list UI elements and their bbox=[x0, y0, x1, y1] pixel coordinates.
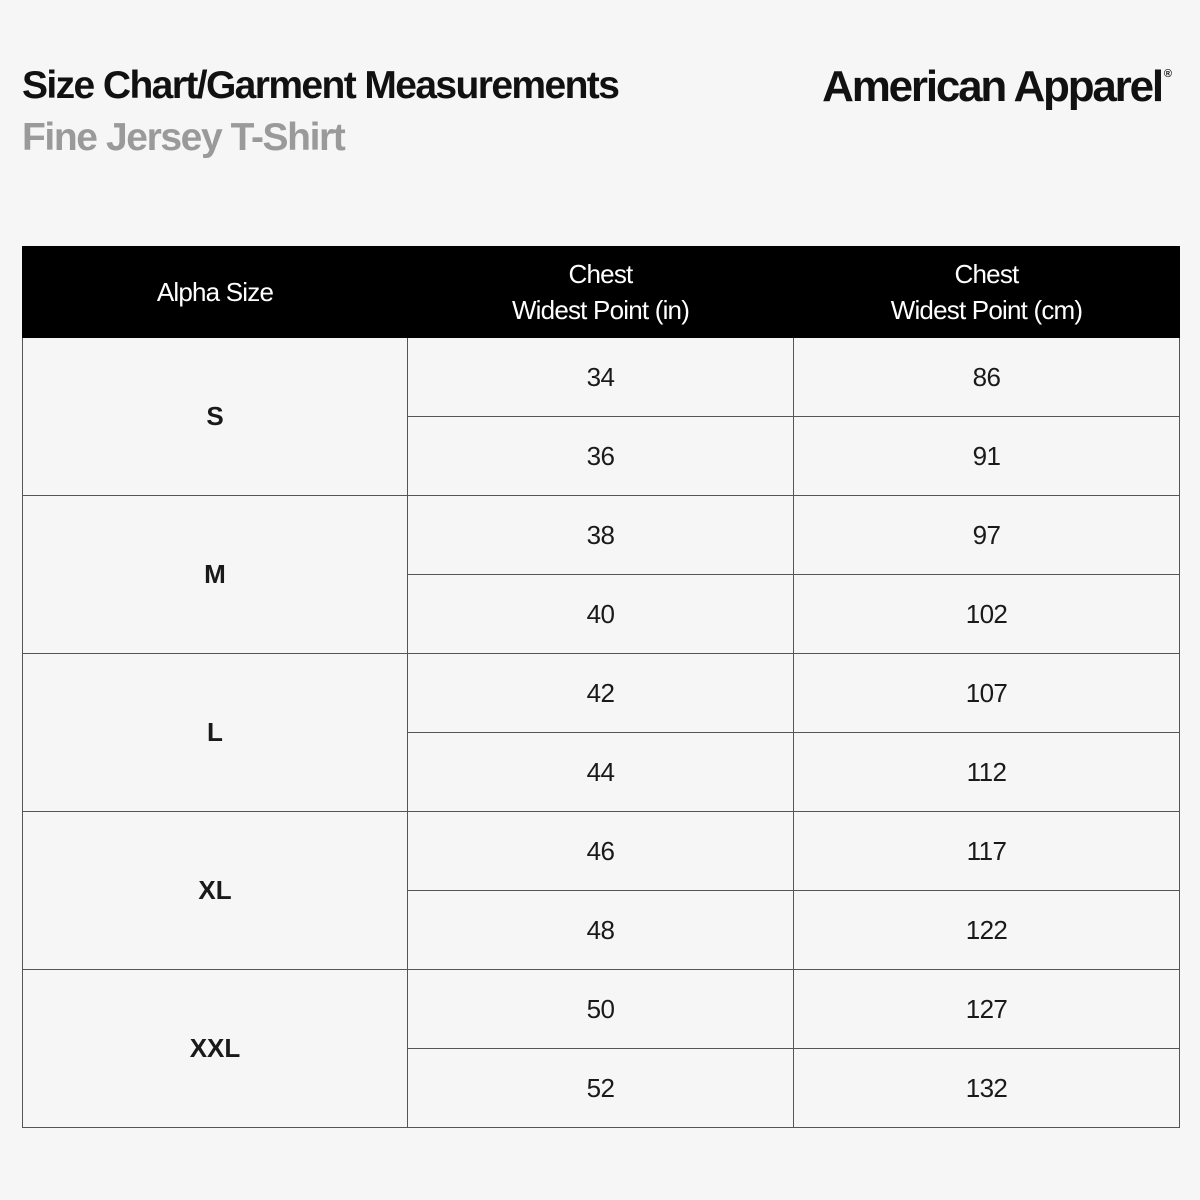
chest-in-cell: 38 bbox=[408, 496, 794, 575]
size-chart-table bbox=[22, 246, 1180, 1128]
page-title: Size Chart/Garment Measurements bbox=[22, 64, 619, 107]
brand-name: American Apparel bbox=[822, 62, 1162, 111]
chest-in-cell: 48 bbox=[408, 891, 794, 970]
chest-cm-cell: 117 bbox=[794, 812, 1180, 891]
chest-in-cell: 50 bbox=[408, 970, 794, 1049]
header-alpha-size bbox=[23, 247, 408, 338]
chest-cm-cell: 132 bbox=[794, 1049, 1180, 1128]
table-row bbox=[23, 812, 1180, 891]
product-subtitle: Fine Jersey T-Shirt bbox=[22, 116, 345, 159]
registered-mark: ® bbox=[1163, 68, 1172, 80]
chest-in-cell: 40 bbox=[408, 575, 794, 654]
chest-in-cell: 44 bbox=[408, 733, 794, 812]
table-row bbox=[23, 654, 1180, 733]
header-chest-in-line1: Chest bbox=[568, 259, 633, 289]
chest-cm-cell: 97 bbox=[794, 496, 1180, 575]
header-chest-cm bbox=[794, 247, 1180, 338]
header-alpha-size-label: Alpha Size bbox=[156, 277, 274, 307]
chest-cm-cell: 107 bbox=[794, 654, 1180, 733]
size-cell: M bbox=[23, 496, 408, 654]
chest-cm-cell: 112 bbox=[794, 733, 1180, 812]
size-cell: S bbox=[23, 338, 408, 496]
chest-cm-cell: 122 bbox=[794, 891, 1180, 970]
chest-cm-cell: 102 bbox=[794, 575, 1180, 654]
chest-in-cell: 36 bbox=[408, 417, 794, 496]
size-cell: XL bbox=[23, 812, 408, 970]
chest-in-cell: 42 bbox=[408, 654, 794, 733]
size-cell: XXL bbox=[23, 970, 408, 1128]
table-header-row bbox=[23, 247, 1180, 338]
size-cell: L bbox=[23, 654, 408, 812]
table-row bbox=[23, 970, 1180, 1049]
chest-cm-cell: 86 bbox=[794, 338, 1180, 417]
brand-logo bbox=[822, 62, 1170, 112]
table-row bbox=[23, 338, 1180, 417]
chest-cm-cell: 127 bbox=[794, 970, 1180, 1049]
chest-in-cell: 34 bbox=[408, 338, 794, 417]
chest-cm-cell: 91 bbox=[794, 417, 1180, 496]
chest-in-cell: 46 bbox=[408, 812, 794, 891]
header-chest-in bbox=[408, 247, 794, 338]
chest-in-cell: 52 bbox=[408, 1049, 794, 1128]
header-chest-in-line2: Widest Point (in) bbox=[511, 295, 690, 325]
table-row bbox=[23, 496, 1180, 575]
header-chest-cm-line2: Widest Point (cm) bbox=[890, 295, 1083, 325]
header-chest-cm-line1: Chest bbox=[954, 259, 1019, 289]
